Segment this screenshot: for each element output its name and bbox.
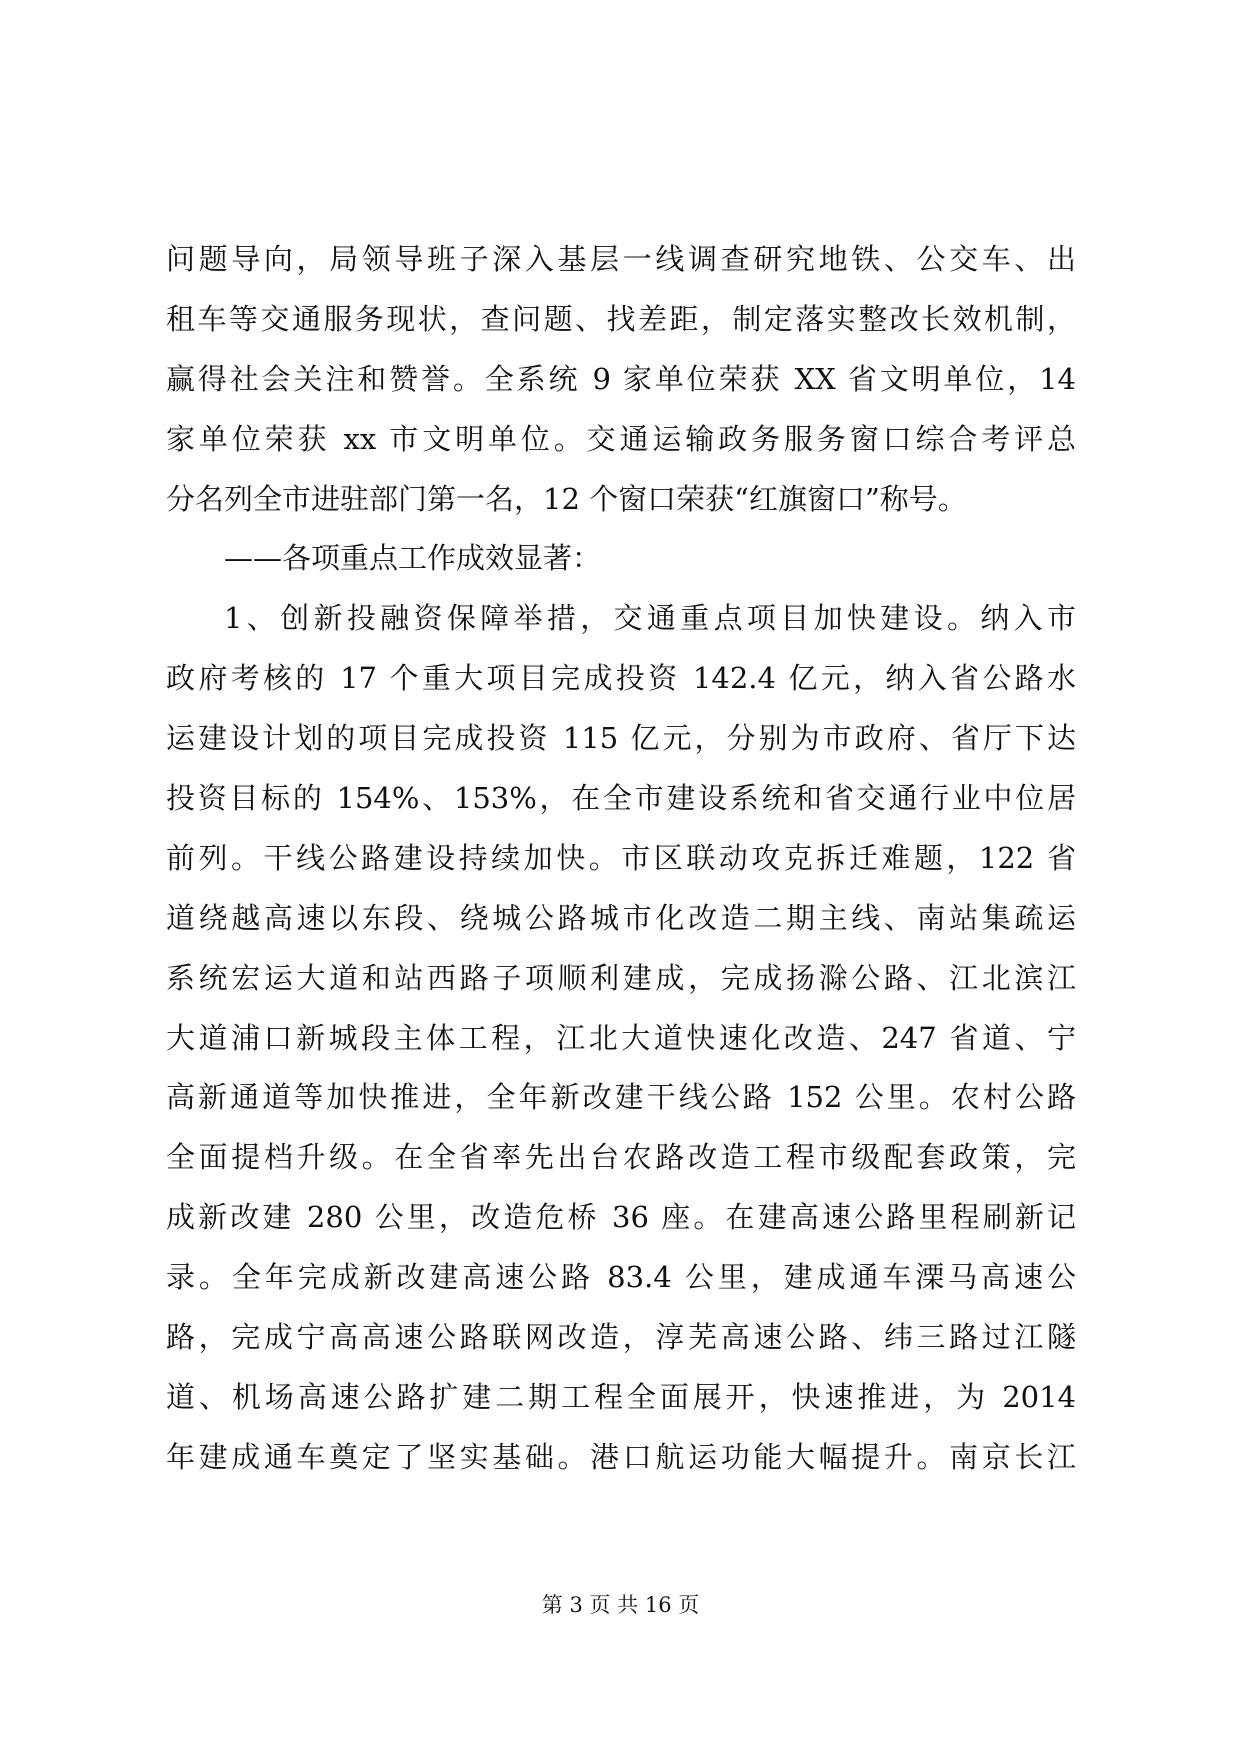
text-line: 大道浦口新城段主体工程，江北大道快速化改造、247 省道、宁 [166,1020,1076,1055]
text-line: 道绕越高速以东段、绕城公路城市化改造二期主线、南站集疏运 [166,900,1076,935]
text-line: 投资目标的 154%、153%，在全市建设系统和省交通行业中位居 [166,781,1076,816]
text-line: 问题导向，局领导班子深入基层一线调查研究地铁、公交车、出 [166,242,1076,276]
text-line: 政府考核的 17 个重大项目完成投资 142.4 亿元，纳入省公路水 [166,661,1076,696]
text-line: 运建设计划的项目完成投资 115 亿元，分别为市政府、省厅下达 [166,721,1076,756]
text-line: 赢得社会关注和赞誉。全系统 9 家单位荣获 XX 省文明单位，14 [166,361,1076,396]
text-line: 路，完成宁高高速公路联网改造，淳芜高速公路、纬三路过江隧 [166,1320,1076,1355]
page-number: 第 3 页 共 16 页 [541,1593,700,1617]
text-line: 全面提档升级。在全省率先出台农路改造工程市级配套政策，完 [166,1140,1076,1175]
body-text [166,230,1076,1488]
text-line: 高新通道等加快推进，全年新改建干线公路 152 公里。农村公路 [166,1080,1076,1115]
text-line: 年建成通车奠定了坚实基础。港口航运功能大幅提升。南京长江 [166,1439,1076,1474]
text-line: 录。全年完成新改建高速公路 83.4 公里，建成通车溧马高速公 [166,1260,1076,1295]
text-line: 道、机场高速公路扩建二期工程全面展开，快速推进，为 2014 [166,1379,1076,1414]
text-line: 系统宏运大道和站西路子项顺利建成，完成扬滁公路、江北滨江 [166,960,1076,995]
section-heading: ——各项重点工作成效显著： [224,541,602,576]
text-line: 家单位荣获 xx 市文明单位。交通运输政务服务窗口综合考评总 [166,421,1076,456]
text-line: 1、创新投融资保障举措，交通重点项目加快建设。纳入市 [224,601,1076,636]
text-line: 租车等交通服务现状，查问题、找差距，制定落实整改长效机制， [166,301,1076,336]
text-line: 前列。干线公路建设持续加快。市区联动攻克拆迁难题，122 省 [166,840,1076,875]
text-line: 分名列全市进驻部门第一名，12 个窗口荣获“红旗窗口”称号。 [166,481,967,516]
text-line: 成新改建 280 公里，改造危桥 36 座。在建高速公路里程刷新记 [166,1200,1076,1235]
